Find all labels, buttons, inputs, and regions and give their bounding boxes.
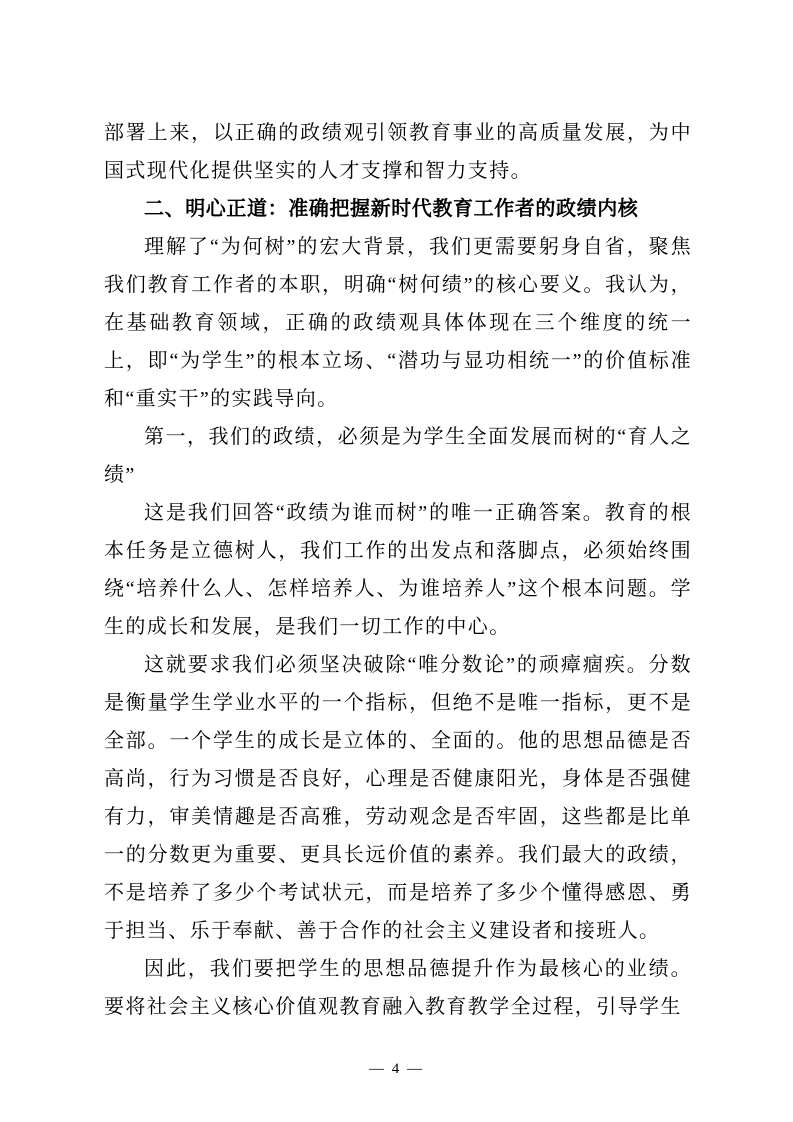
section-heading: 二、明心正道：准确把握新时代教育工作者的政绩内核 (144, 198, 639, 220)
paragraph: 这是我们回答“政绩为谁而树”的唯一正确答案。教育的根本任务是立德树人，我们工作的出发点和落脚点，必须始终围绕“培养什么人、怎样培养人、为谁培养人”这个根本问题。学生的成长和发展，是我们一切工作的中心。 (104, 502, 692, 638)
paragraph: 因此，我们要把学生的思想品德提升作为最核心的业绩。要将社会主义核心价值观教育融入教育教学全过程，引导学生 (104, 958, 692, 1018)
page-number: — 4 — (369, 1061, 424, 1077)
document-content (104, 114, 692, 1026)
paragraph: 第一，我们的政绩，必须是为学生全面发展而树的“育人之绩” (104, 426, 692, 486)
paragraph: 部署上来，以正确的政绩观引领教育事业的高质量发展，为中国式现代化提供坚实的人才支撑和智力支持。 (104, 122, 692, 182)
paragraph: 理解了“为何树”的宏大背景，我们更需要躬身自省，聚焦我们教育工作者的本职，明确“树何绩”的核心要义。我认为，在基础教育领域，正确的政绩观具体体现在三个维度的统一上，即“为学生”的根本立场、“潜功与显功相统一”的价值标准和“重实干”的实践导向。 (104, 236, 692, 410)
page-footer (0, 1061, 793, 1078)
paragraph: 这就要求我们必须坚决破除“唯分数论”的顽瘴痼疾。分数是衡量学生学业水平的一个指标，但绝不是唯一指标，更不是全部。一个学生的成长是立体的、全面的。他的思想品德是否高尚，行为习惯是否良好，心理是否健康阳光，身体是否强健有力，审美情趣是否高雅，劳动观念是否牢固，这些都是比单一的分数更为重要、更具长远价值的素养。我们最大的政绩，不是培养了多少个考试状元，而是培养了多少个懂得感恩、勇于担当、乐于奉献、善于合作的社会主义建设者和接班人。 (104, 654, 692, 942)
